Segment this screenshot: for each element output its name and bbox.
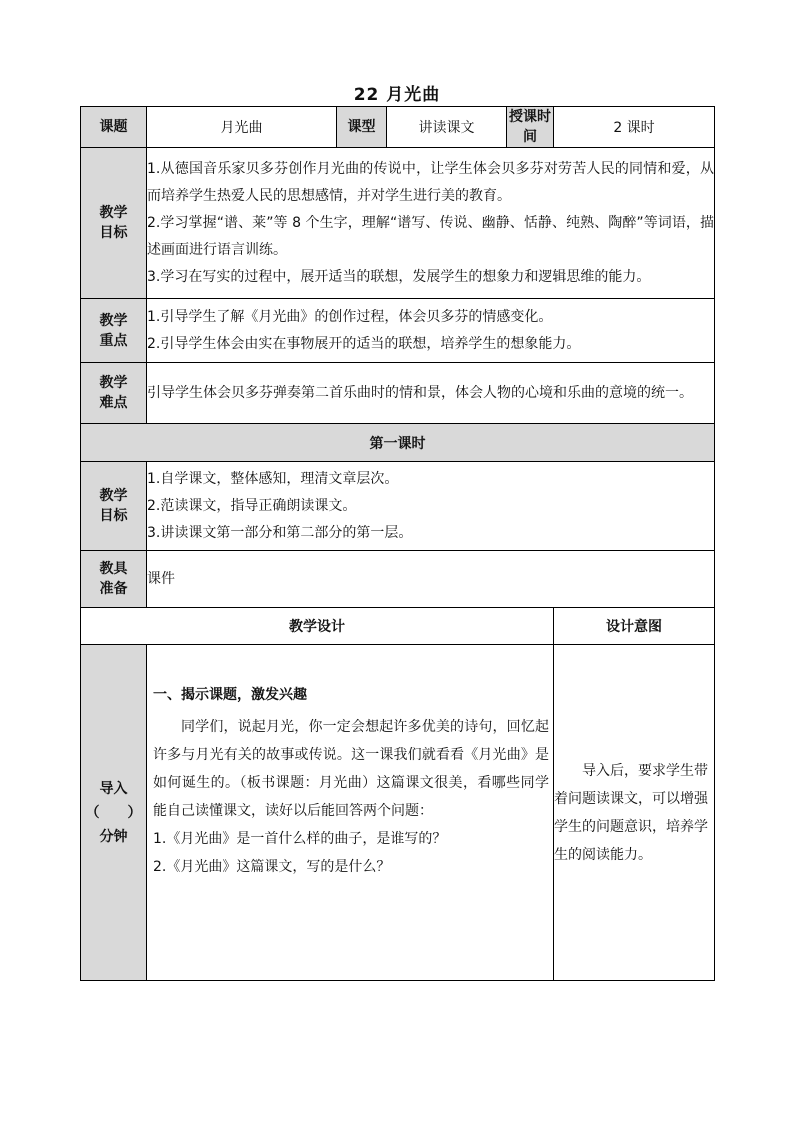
goals-content	[147, 148, 715, 299]
page-title: 22 月光曲	[353, 85, 441, 105]
lesson-plan-table	[80, 106, 715, 981]
design-header: 教学设计	[81, 608, 554, 645]
key-point-item-2: 2.引导学生体会由实在事物展开的适当的联想，培养学生的想象能力。	[147, 335, 581, 352]
difficulties-text: 引导学生体会贝多芬弹奏第二首乐曲时的情和景，体会人物的心境和乐曲的意境的统一。	[147, 384, 693, 401]
intro-section-heading: 一、揭示课题，激发兴趣	[153, 687, 307, 703]
goals-label: 教学目标	[81, 148, 147, 299]
period-goals-content	[147, 462, 715, 551]
intro-question-1: 1.《月光曲》是一首什么样的曲子，是谁写的？	[153, 831, 447, 847]
section-title: 第一课时	[81, 424, 715, 462]
period-goals-row	[81, 462, 715, 551]
key-point-item-1: 1.引导学生了解《月光曲》的创作过程，体会贝多芬的情感变化。	[147, 308, 553, 325]
period-goal-item-1: 1.自学课文，整体感知，理清文章层次。	[147, 470, 399, 487]
period-goal-item-3: 3.讲读课文第一部分和第二部分的第一层。	[147, 524, 413, 541]
section-row	[81, 424, 715, 462]
intro-label-line1: 导入	[99, 780, 128, 797]
materials-row	[81, 551, 715, 608]
time-value: 2 课时	[554, 107, 715, 148]
type-label: 课型	[337, 107, 387, 148]
type-value: 讲读课文	[387, 107, 507, 148]
intro-paragraph: 同学们，说起月光，你一定会想起许多优美的诗句，回忆起许多与月光有关的故事或传说。这一课我们就看看《月光曲》是如何诞生的。（板书课题：月光曲）这篇课文很美，看哪些同学能自己读懂课文，读好以后能回答两个问题：	[153, 719, 549, 819]
intro-content	[147, 645, 554, 981]
intro-intent	[554, 645, 715, 981]
materials-content: 课件	[147, 551, 715, 608]
materials-label: 教具准备	[81, 551, 147, 608]
goal-item-1: 1.从德国音乐家贝多芬创作月光曲的传说中，让学生体会贝多芬对劳苦人民的同情和爱，从而培养学生热爱人民的思想感情，并对学生进行美的教育。	[147, 160, 714, 204]
goals-row	[81, 148, 715, 299]
difficulties-row	[81, 363, 715, 424]
intro-intent-text: 导入后，要求学生带着问题读课文，可以增强学生的问题意识，培养学生的阅读能力。	[554, 762, 708, 863]
goal-item-3: 3.学习在写实的过程中，展开适当的联想，发展学生的想象力和逻辑思维的能力。	[147, 268, 651, 285]
intro-question-2: 2.《月光曲》这篇课文，写的是什么？	[153, 859, 391, 875]
time-label: 授课时间	[507, 107, 554, 148]
difficulties-content	[147, 363, 715, 424]
key-points-label: 教学重点	[81, 299, 147, 363]
header-row	[81, 107, 715, 148]
goal-item-2: 2.学习掌握“谱、莱”等 8 个生字，理解“谱写、传说、幽静、恬静、纯熟、陶醉”等词语，描述画面进行语言训练。	[147, 214, 714, 258]
intent-header: 设计意图	[554, 608, 715, 645]
difficulties-label: 教学难点	[81, 363, 147, 424]
intro-label-line3: 分钟	[99, 828, 128, 845]
intro-row	[81, 645, 715, 981]
period-goal-item-2: 2.范读课文，指导正确朗读课文。	[147, 497, 357, 514]
lesson-label: 课题	[81, 107, 147, 148]
period-goals-label: 教学目标	[81, 462, 147, 551]
key-points-content	[147, 299, 715, 363]
key-points-row	[81, 299, 715, 363]
intro-label-line2: （ ）	[85, 804, 142, 821]
lesson-value: 月光曲	[147, 107, 337, 148]
design-header-row	[81, 608, 715, 645]
intro-label	[81, 645, 147, 981]
